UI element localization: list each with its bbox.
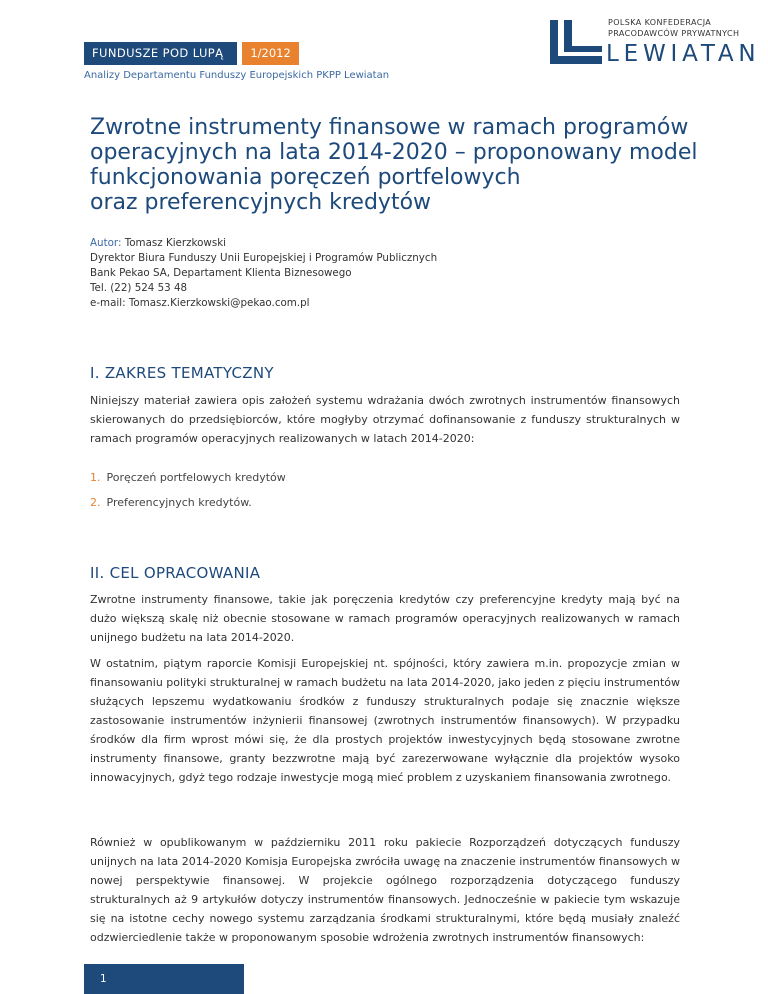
title-line: oraz preferencyjnych kredytów xyxy=(90,190,432,215)
section-2-title: II. CEL OPRACOWANIA xyxy=(90,564,261,582)
author-phone: Tel. (22) 524 53 48 xyxy=(90,282,188,294)
lewiatan-logo-icon xyxy=(548,20,602,64)
title-line: Zwrotne instrumenty finansowe w ramach programów xyxy=(90,115,689,140)
logo-line-2: PRACODAWCÓW PRYWATNYCH xyxy=(608,29,740,38)
list-item-number: 2. xyxy=(90,496,101,509)
section-2-paragraph-1: Zwrotne instrumenty finansowe, takie jak poręczenia kredytów czy preferencyjne kredyty mają być na dużo większą skalę niż obecnie stosowane w ramach programów operacyjnych realizowanych w ramach unijnego budżetu na lata 2014-2020. xyxy=(90,593,680,644)
title-line: operacyjnych na lata 2014-2020 – proponowany model xyxy=(90,140,698,165)
author-line xyxy=(90,236,437,251)
section-1-list xyxy=(90,471,286,521)
logo-name: LEWIATAN xyxy=(606,41,761,67)
section-2-paragraph-2: W ostatnim, piątym raporcie Komisji Europejskiej nt. spójności, który zawiera m.in. propozycje zmian w finansowaniu polityki strukturalnej w ramach budżetu na lata 2014-2020, jako jeden z pięciu instrumentów służących lepszemu wydatkowaniu środków z funduszy strukturalnych podaje się znacznie większe zastosowanie instrumentów inżynierii finansowej (zwrotnych instrumentów finansowych). W przypadku środków dla firm wprost mówi się, że dla prostych projektów inwestycyjnych będą stosowane zwrotne instrumenty finansowe, granty bezzwrotne mają być zarezerwowane wyłącznie dla projektów wysoko innowacyjnych, gdyż tego rodzaje inwestycje mogą mieć problem z uzyskaniem finansowania zwrotnego. xyxy=(90,657,680,784)
list-item-text: Poręczeń portfelowych kredytów xyxy=(106,471,286,484)
author-label: Autor: xyxy=(90,237,122,249)
lewiatan-logo xyxy=(548,14,761,74)
page-number: 1 xyxy=(100,973,107,985)
department-line: Analizy Departamentu Funduszy Europejskich PKPP Lewiatan xyxy=(84,70,390,81)
section-2-paragraph-3: Również w opublikowanym w październiku 2011 roku pakiecie Rozporządzeń dotyczących funduszy unijnych na lata 2014-2020 Komisja Europejska zwróciła uwagę na znaczenie instrumentów finansowych w nowej perspektywie finansowej. W projekcie ogólnego rozporządzenia dotyczącego funduszy strukturalnych aż 9 artykułów dotyczy instrumentów finansowych. Jednocześnie w pakiecie tym wskazuje się na istotne cechy nowego systemu zarządzania środkami strukturalnymi, które będą musiały znaleźć odzwierciedlenie także w proponowanym sposobie wdrożenia zwrotnych instrumentów finansowych: xyxy=(90,836,680,944)
author-position: Dyrektor Biura Funduszy Unii Europejskiej i Programów Publicznych xyxy=(90,252,438,264)
author-block xyxy=(90,236,437,311)
author-company: Bank Pekao SA, Departament Klienta Biznesowego xyxy=(90,267,352,279)
document-title xyxy=(90,115,710,215)
page-number-tab xyxy=(84,964,244,994)
list-item-text: Preferencyjnych kredytów. xyxy=(106,496,252,509)
list-item xyxy=(90,471,286,496)
logo-subtitle xyxy=(608,17,739,39)
list-item xyxy=(90,496,286,521)
section-1-title: I. ZAKRES TEMATYCZNY xyxy=(90,364,274,382)
author-name: Tomasz Kierzkowski xyxy=(124,237,227,249)
header-badges xyxy=(84,42,299,65)
logo-line-1: POLSKA KONFEDERACJA xyxy=(608,18,712,27)
author-email: e-mail: Tomasz.Kierzkowski@pekao.com.pl xyxy=(90,297,310,309)
section-1-paragraph: Niniejszy materiał zawiera opis założeń systemu wdrażania dwóch zwrotnych instrumentów finansowych skierowanych do przedsiębiorców, które mogłyby otrzymać dofinansowanie z funduszy strukturalnych w ramach programów operacyjnych realizowanych w latach 2014-2020: xyxy=(90,394,680,445)
issue-badge: 1/2012 xyxy=(242,42,298,65)
title-line: funkcjonowania poręczeń portfelowych xyxy=(90,165,521,190)
list-item-number: 1. xyxy=(90,471,101,484)
series-badge: FUNDUSZE POD LUPĄ xyxy=(84,42,237,65)
